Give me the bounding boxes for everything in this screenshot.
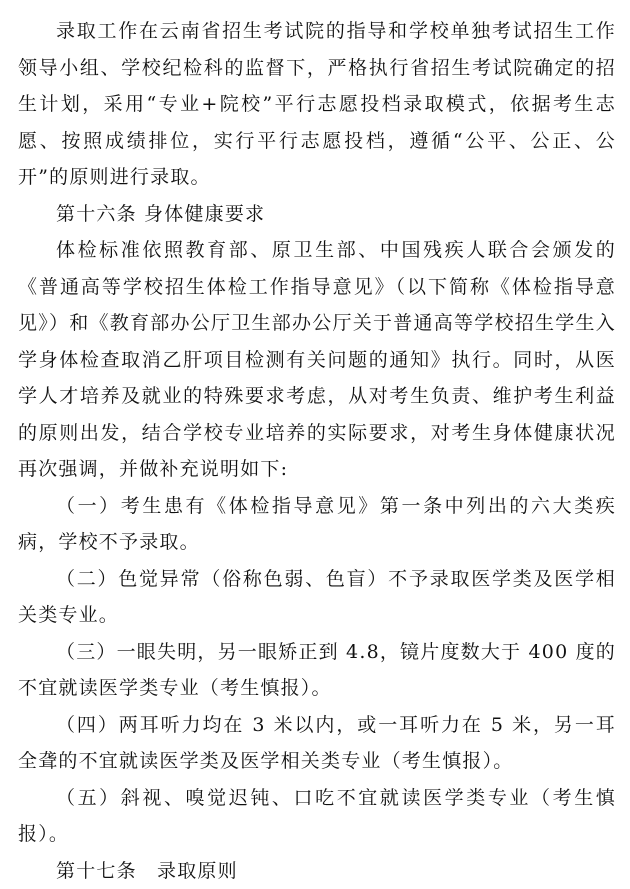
health-item-2: （二）色觉异常（俗称色弱、色盲）不予录取医学类及医学相关类专业。 <box>18 561 616 634</box>
health-standard-paragraph: 体检标准依照教育部、原卫生部、中国残疾人联合会颁发的《普通高等学校招生体检工作指导意见》（以下简称《体检指导意见》）和《教育部办公厅卫生部办公厅关于普通高等学校招生学生入学身体检查取消乙肝项目检测有关问题的通知》执行。同时，从医学人才培养及就业的特殊要求考虑，从对考生负责、维护考生利益的原则出发，结合学校专业培养的实际要求，对考生身体健康状况再次强调，并做补充说明如下: <box>18 232 616 488</box>
health-item-3: （三）一眼失明，另一眼矫正到 4.8，镜片度数大于 400 度的不宜就读医学类专业（考生慎报）。 <box>18 634 616 707</box>
health-item-4: （四）两耳听力均在 3 米以内，或一耳听力在 5 米，另一耳全聋的不宜就读医学类及医学相关类专业（考生慎报）。 <box>18 707 616 780</box>
health-item-5: （五）斜视、嗅觉迟钝、口吃不宜就读医学类专业（考生慎报）。 <box>18 780 616 853</box>
admission-work-paragraph: 录取工作在云南省招生考试院的指导和学校单独考试招生工作领导小组、学校纪检科的监督下，严格执行省招生考试院确定的招生计划，采用“专业+院校”平行志愿投档录取模式，依据考生志愿、按照成绩排位，实行平行志愿投档，遵循“公平、公正、公开”的原则进行录取。 <box>18 13 616 196</box>
article-16-heading: 第十六条 身体健康要求 <box>18 196 616 233</box>
article-17-heading: 第十七条 录取原则 <box>18 853 616 889</box>
health-item-1: （一）考生患有《体检指导意见》第一条中列出的六大类疾病，学校不予录取。 <box>18 488 616 561</box>
